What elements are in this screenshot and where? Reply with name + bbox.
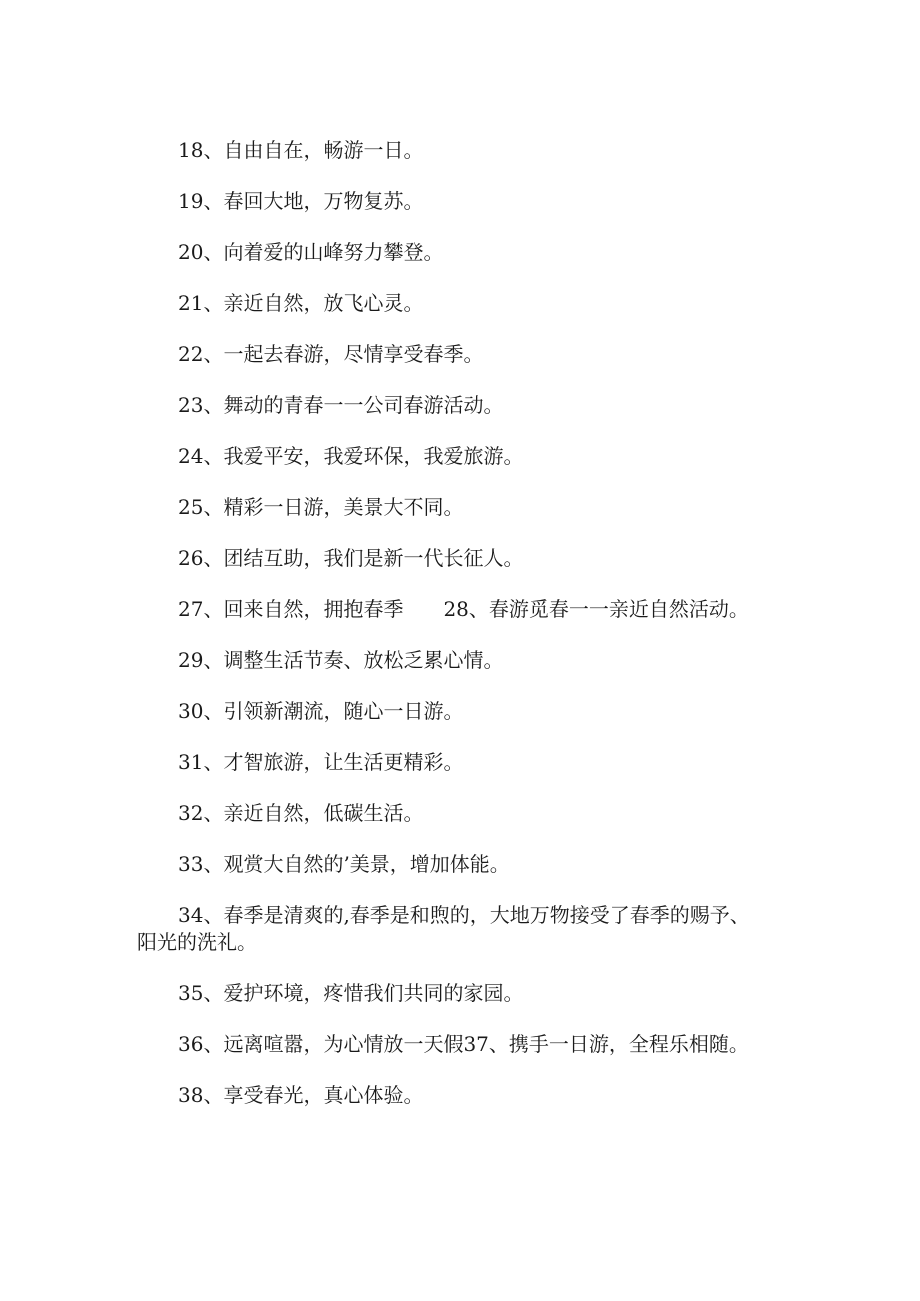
list-item: 22、一起去春游，尽情享受春季。	[178, 342, 484, 366]
list-item: 38、享受春光，真心体验。	[178, 1083, 424, 1107]
list-item: 23、舞动的青春一一公司春游活动。	[178, 393, 504, 417]
document-body	[137, 137, 757, 1133]
list-item: 29、调整生活节奏、放松乏累心情。	[178, 648, 504, 672]
list-item: 30、引领新潮流，随心一日游。	[178, 699, 464, 723]
list-item: 33、观赏大自然的’美景，增加体能。	[178, 852, 510, 876]
list-item: 21、亲近自然，放飞心灵。	[178, 291, 424, 315]
list-item: 25、精彩一日游，美景大不同。	[178, 495, 464, 519]
list-item: 31、才智旅游，让生活更精彩。	[178, 750, 464, 774]
list-item: 24、我爱平安，我爱环保，我爱旅游。	[178, 444, 524, 468]
list-item: 32、亲近自然，低碳生活。	[178, 801, 424, 825]
list-item: 19、春回大地，万物复苏。	[178, 189, 424, 213]
list-item: 35、爱护环境，疼惜我们共同的家园。	[178, 981, 524, 1005]
list-item: 20、向着爱的山峰努力攀登。	[178, 240, 444, 264]
list-item: 36、远离喧嚣，为心情放一天假37、携手一日游，全程乐相随。	[178, 1032, 749, 1056]
list-item: 34、春季是清爽的,春季是和煦的，大地万物接受了春季的赐予、阳光的洗礼。	[137, 903, 750, 954]
list-item: 26、团结互助，我们是新一代长征人。	[178, 546, 524, 570]
list-item: 27、回来自然，拥抱春季 28、春游觅春一一亲近自然活动。	[178, 597, 749, 621]
list-item: 18、自由自在，畅游一日。	[178, 138, 424, 162]
